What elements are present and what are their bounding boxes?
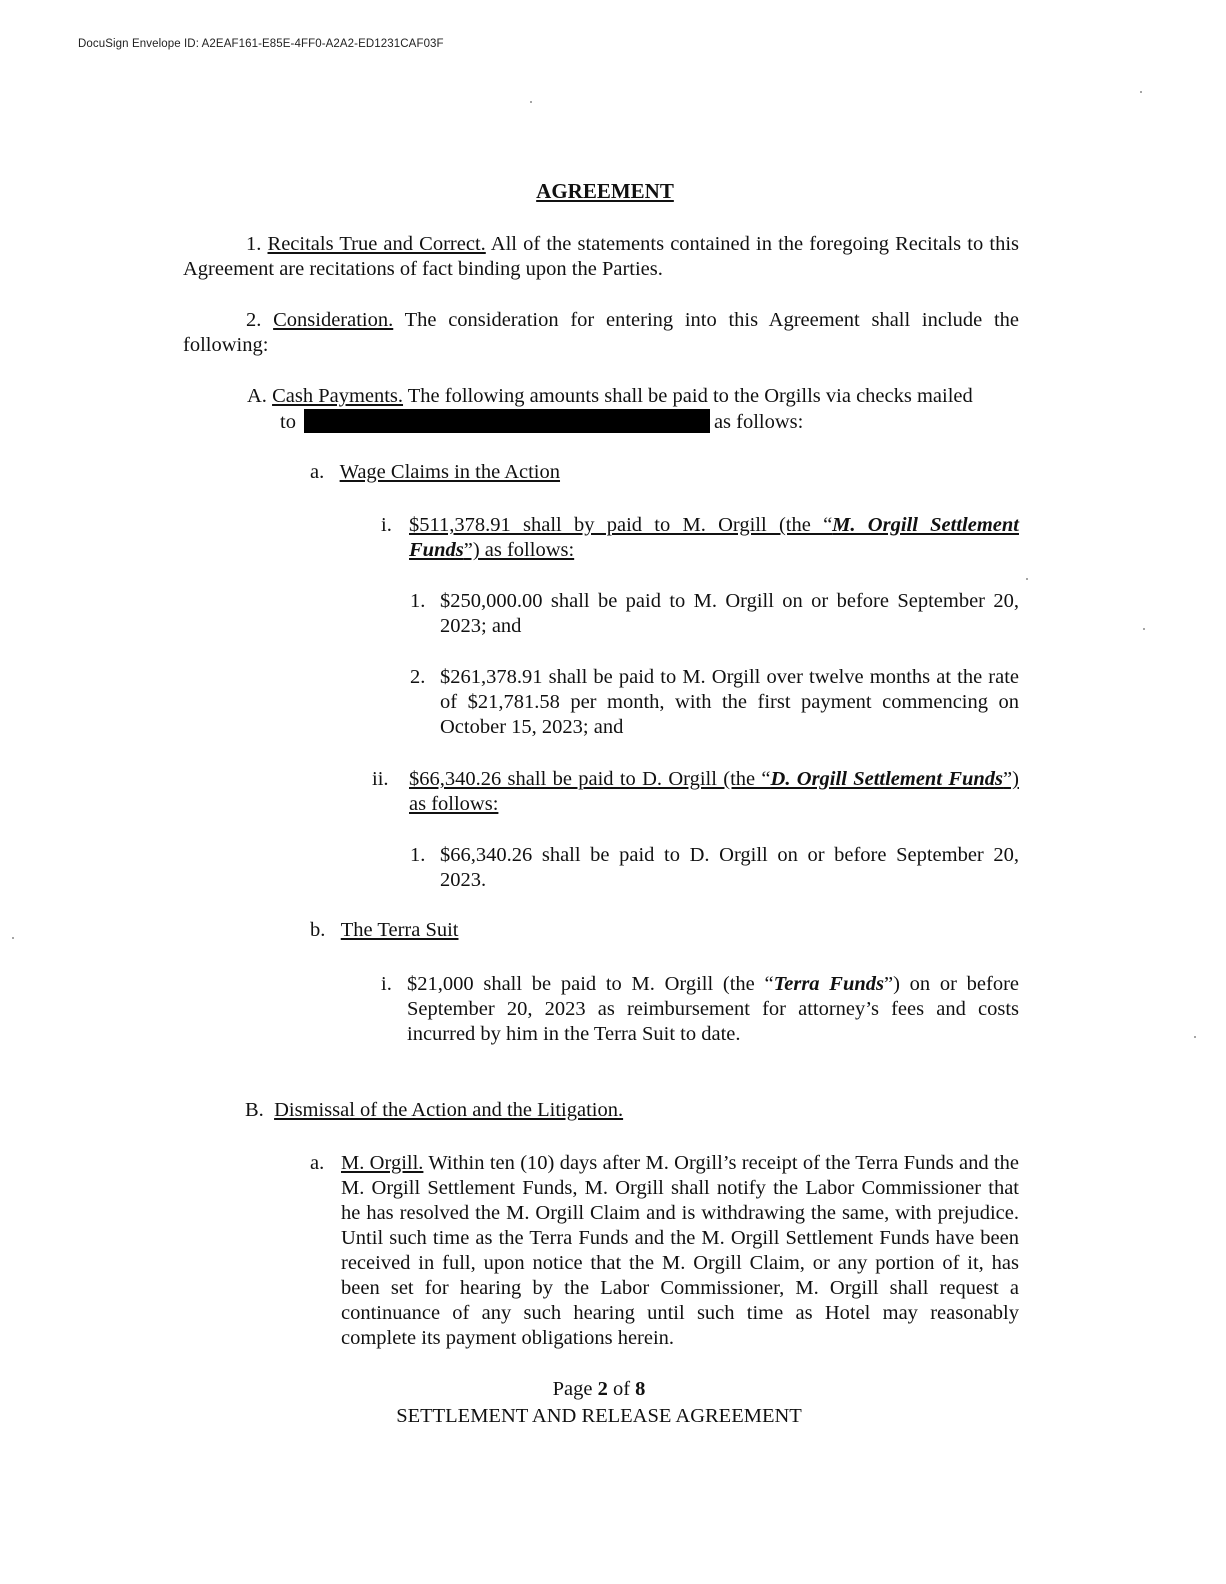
item-a-i-defined-term: M. Orgill Settlement Funds xyxy=(409,514,1019,561)
page-footer xyxy=(0,1376,1198,1430)
item-b-i-number: i. xyxy=(381,973,392,995)
item-b-a-text xyxy=(341,1151,1019,1351)
item-a-i-2 xyxy=(410,665,425,690)
redaction-block xyxy=(304,409,710,433)
subsection-a-to: to xyxy=(280,411,296,433)
subsection-a-cash-payments xyxy=(247,384,1019,435)
page-current: 2 xyxy=(597,1378,608,1400)
item-a-i-1-body: $250,000.00 shall be paid to M. Orgill on or before September 20, 2023; and xyxy=(440,590,1019,637)
item-a-ii-1-body: $66,340.26 shall be paid to D. Orgill on or before September 20, 2023. xyxy=(440,844,1019,891)
item-b-i-text xyxy=(407,972,1019,1047)
item-b-i-text1: $21,000 shall be paid to M. Orgill (the “ xyxy=(407,973,774,995)
item-a-ii-1-number: 1. xyxy=(410,844,426,866)
page-of: of xyxy=(607,1378,636,1400)
item-b-a-heading: M. Orgill. xyxy=(341,1152,424,1174)
scan-speck xyxy=(12,937,14,939)
item-b-a-body: Within ten (10) days after M. Orgill’s receipt of the Terra Funds and the M. Orgill Settlement Funds, M. Orgill shall notify the Labor Commissioner that he has resolved the M. Orgill Claim and is withdrawing the same, with prejudice. Until such time as the Terra Funds and the M. Orgill Settlement Funds have been received in full, upon notice that the M. Orgill Claim, or any portion of it, has been set for hearing by the Labor Commissioner, M. Orgill shall request a continuance of any such hearing until such time as Hotel may reasonably complete its payment obligations herein. xyxy=(341,1152,1020,1349)
section-2-heading: Consideration. xyxy=(273,309,394,331)
item-a-i-text1: $511,378.91 shall by paid to M. Orgill (the “ xyxy=(409,514,833,536)
subsection-a-text: The following amounts shall be paid to the Orgills via checks mailed xyxy=(403,385,973,407)
page-title xyxy=(0,179,1210,204)
item-b-a-number: a. xyxy=(310,1152,325,1174)
subsection-b-dismissal xyxy=(245,1098,1005,1123)
item-b-i-text2: ”) on or before September 20, 2023 as reimbursement for attorney’s fees and costs incurred by him in the Terra Suit to date. xyxy=(407,973,1019,1045)
section-1-heading: Recitals True and Correct. xyxy=(267,233,486,255)
section-2-text: The consideration for entering into this Agreement shall include the following: xyxy=(183,309,1020,356)
section-2 xyxy=(183,308,1019,358)
section-1-number: 1. xyxy=(246,233,262,255)
scan-speck xyxy=(1143,628,1145,630)
item-b-a xyxy=(310,1151,324,1176)
subsection-a-heading: Cash Payments. xyxy=(272,385,404,407)
item-a-i-text2: ”) as follows: xyxy=(463,539,575,561)
item-a-ii-1 xyxy=(410,843,425,868)
section-2-number: 2. xyxy=(246,309,262,331)
subsection-a-number: A. xyxy=(247,385,267,407)
item-b-number: b. xyxy=(310,919,326,941)
item-a-heading: Wage Claims in the Action xyxy=(339,461,561,483)
scan-speck xyxy=(530,101,532,103)
item-a-ii-1-text xyxy=(440,843,1019,893)
page-prefix: Page xyxy=(552,1378,598,1400)
item-a-ii-text1: $66,340.26 shall be paid to D. Orgill (the “ xyxy=(409,768,771,790)
item-a-ii-number: ii. xyxy=(372,768,389,790)
item-a-i xyxy=(381,513,392,538)
item-b-i xyxy=(381,972,392,997)
item-a-ii-defined-term: D. Orgill Settlement Funds xyxy=(770,768,1004,790)
item-a-ii xyxy=(372,767,389,792)
item-a-i-1-text xyxy=(440,589,1019,639)
item-b-terra-suit xyxy=(310,918,1010,943)
item-a-i-text xyxy=(409,513,1019,563)
item-b-heading: The Terra Suit xyxy=(340,919,459,941)
section-1 xyxy=(183,232,1019,282)
footer-document-title: SETTLEMENT AND RELEASE AGREEMENT xyxy=(396,1405,802,1427)
page-number xyxy=(0,1376,1198,1403)
item-a-i-number: i. xyxy=(381,514,392,536)
item-a-i-1-number: 1. xyxy=(410,590,426,612)
subsection-b-heading: Dismissal of the Action and the Litigation. xyxy=(274,1099,624,1121)
page-total: 8 xyxy=(635,1378,646,1400)
section-1-text: All of the statements contained in the foregoing Recitals to this Agreement are recitations of fact binding upon the Parties. xyxy=(183,233,1019,280)
item-a-i-1 xyxy=(410,589,425,614)
envelope-id: DocuSign Envelope ID: A2EAF161-E85E-4FF0-A2A2-ED1231CAF03F xyxy=(78,38,444,50)
title-text: AGREEMENT xyxy=(536,179,674,203)
item-a-ii-text xyxy=(409,767,1019,817)
item-a-i-2-text xyxy=(440,665,1019,740)
scan-speck xyxy=(1140,91,1142,93)
subsection-b-number: B. xyxy=(245,1099,264,1121)
item-a-number: a. xyxy=(310,461,325,483)
subsection-a-as-follows: as follows: xyxy=(713,411,804,433)
item-a-i-2-body: $261,378.91 shall be paid to M. Orgill over twelve months at the rate of $21,781.58 per month, with the first payment commencing on October 15, 2023; and xyxy=(440,666,1019,738)
scan-speck xyxy=(1194,1036,1196,1038)
item-a-ii-text2: ”) as follows: xyxy=(409,768,1019,815)
item-a-i-2-number: 2. xyxy=(410,666,426,688)
item-a-wage-claims xyxy=(310,460,1010,485)
scan-speck xyxy=(1026,578,1028,580)
item-b-i-defined-term: Terra Funds xyxy=(773,973,884,995)
